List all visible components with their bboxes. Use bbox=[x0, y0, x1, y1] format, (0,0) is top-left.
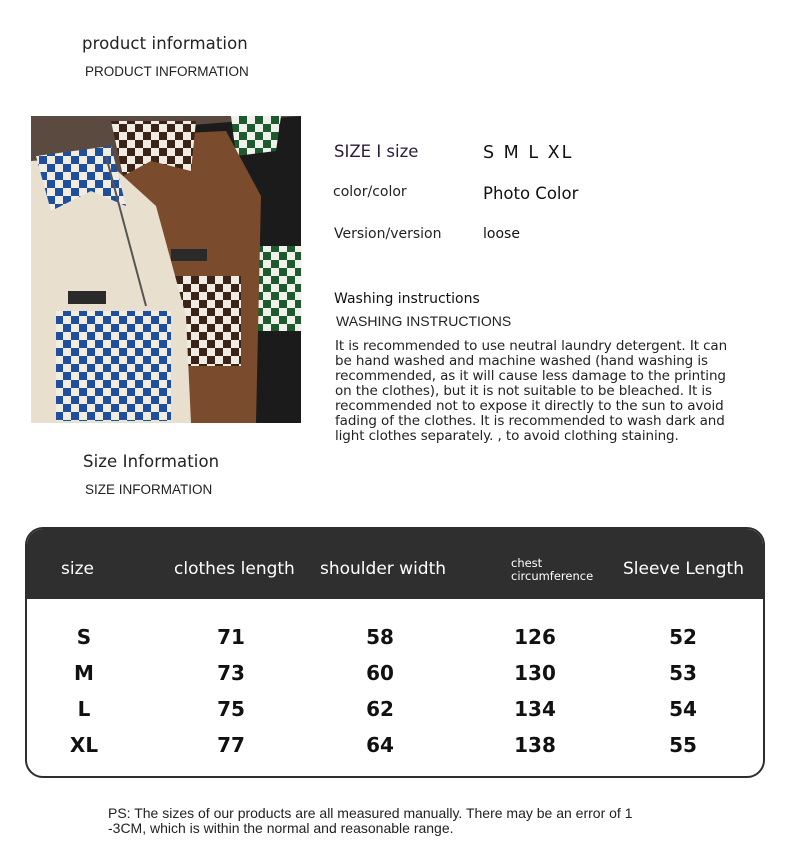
table-cell: 126 bbox=[514, 625, 556, 649]
table-cell: 73 bbox=[217, 661, 245, 685]
product-info-title: product information bbox=[82, 34, 248, 53]
table-cell: 77 bbox=[217, 733, 245, 757]
version-value: loose bbox=[483, 226, 520, 242]
table-cell: 75 bbox=[217, 697, 245, 721]
size-value: S M L XL bbox=[483, 143, 574, 163]
table-header bbox=[27, 529, 763, 599]
header-sleeve-length: Sleeve Length bbox=[623, 559, 744, 579]
size-info-subtitle: SIZE INFORMATION bbox=[85, 482, 213, 497]
note-line: -3CM, which is within the normal and reasonable range. bbox=[108, 820, 454, 836]
header-clothes-length: clothes length bbox=[174, 559, 295, 579]
table-cell: 130 bbox=[514, 661, 556, 685]
measurement-note bbox=[108, 806, 708, 836]
table-cell: 52 bbox=[669, 625, 697, 649]
color-label: color/color bbox=[333, 184, 407, 200]
header-chest-circumference bbox=[511, 557, 593, 583]
washing-line: It is recommended to use neutral laundry detergent. It can bbox=[335, 338, 728, 354]
washing-line: light clothes separately. , to avoid clothing staining. bbox=[335, 428, 679, 444]
size-info-title: Size Information bbox=[83, 452, 220, 471]
table-cell: XL bbox=[69, 733, 99, 757]
version-label: Version/version bbox=[334, 226, 442, 242]
washing-subtitle: WASHING INSTRUCTIONS bbox=[336, 313, 512, 329]
header-size: size bbox=[61, 559, 94, 579]
color-value: Photo Color bbox=[483, 184, 579, 203]
size-label: SIZE I size bbox=[334, 142, 419, 161]
washing-line: recommended, as it will cause less damage to the printing bbox=[335, 368, 726, 384]
header-shoulder-width: shoulder width bbox=[320, 559, 447, 579]
jacket-photo bbox=[31, 116, 301, 423]
header-chest-line: chest bbox=[511, 556, 543, 570]
washing-title: Washing instructions bbox=[334, 291, 480, 307]
washing-line: on the clothes), but it is not suitable to be bleached. It is bbox=[335, 383, 712, 399]
table-cell: 54 bbox=[669, 697, 697, 721]
table-cell: 71 bbox=[217, 625, 245, 649]
header-chest-line: circumference bbox=[511, 569, 594, 583]
table-cell: 62 bbox=[366, 697, 394, 721]
table-cell: 134 bbox=[514, 697, 556, 721]
washing-text bbox=[335, 339, 755, 444]
table-cell: 64 bbox=[366, 733, 394, 757]
washing-line: be hand washed and machine washed (hand washing is bbox=[335, 353, 708, 369]
table-cell: 60 bbox=[366, 661, 394, 685]
table-cell: 55 bbox=[669, 733, 697, 757]
note-line: PS: The sizes of our products are all measured manually. There may be an error of 1 bbox=[108, 805, 633, 821]
table-cell: S bbox=[76, 625, 92, 649]
table-cell: L bbox=[77, 697, 91, 721]
product-info-subtitle: PRODUCT INFORMATION bbox=[85, 64, 249, 79]
table-cell: 138 bbox=[514, 733, 556, 757]
table-cell: M bbox=[74, 661, 94, 685]
table-cell: 53 bbox=[669, 661, 697, 685]
washing-line: fading of the clothes. It is recommended to wash dark and bbox=[335, 413, 725, 429]
washing-line: recommended not to expose it directly to the sun to avoid bbox=[335, 398, 724, 414]
table-cell: 58 bbox=[366, 625, 394, 649]
size-table bbox=[25, 527, 765, 778]
